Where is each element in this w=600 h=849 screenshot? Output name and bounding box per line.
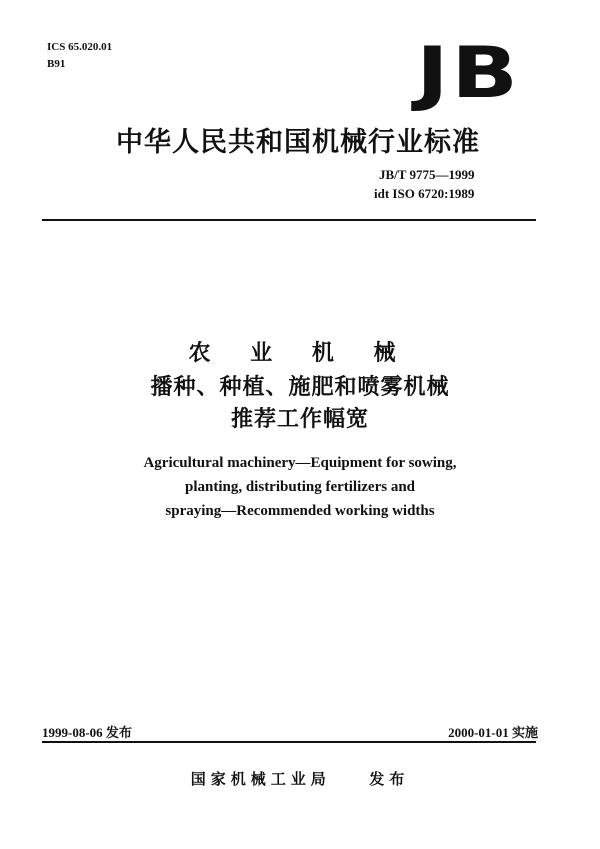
chinese-title-line-1: 农 业 机 械: [188, 341, 412, 366]
bottom-divider: [42, 741, 536, 743]
issue-date: 1999-08-06: [42, 725, 103, 740]
issuer-action: 发布: [369, 770, 410, 788]
implement-label: 实施: [511, 726, 538, 741]
top-divider: [42, 219, 536, 221]
chinese-title-line-3: 推荐工作幅宽: [230, 407, 369, 432]
implement-date-block: [448, 722, 538, 741]
ics-code: ICS 65.020.01: [47, 41, 113, 53]
issue-label: 发布: [105, 726, 132, 741]
implement-date: 2000-01-01: [448, 725, 509, 740]
chinese-title-line-2: 播种、种植、施肥和喷雾机械: [150, 375, 450, 400]
standard-number: JB/T 9775—1999: [379, 167, 475, 182]
english-title-line-1: Agricultural machinery—Equipment for sowing,: [143, 455, 457, 471]
issuer-name: 国家机械工业局: [190, 770, 331, 788]
issuer-line: [170, 768, 430, 789]
english-title-line-3: spraying—Recommended working widths: [165, 503, 435, 519]
jb-logo: JB: [415, 32, 520, 114]
issue-date-block: [42, 722, 132, 741]
ccs-code: B91: [47, 58, 66, 70]
standard-category-title: 中华人民共和国机械行业标准: [116, 127, 480, 158]
equivalent-standard-number: idt ISO 6720:1989: [374, 186, 475, 201]
english-title-line-2: planting, distributing fertilizers and: [184, 479, 416, 495]
